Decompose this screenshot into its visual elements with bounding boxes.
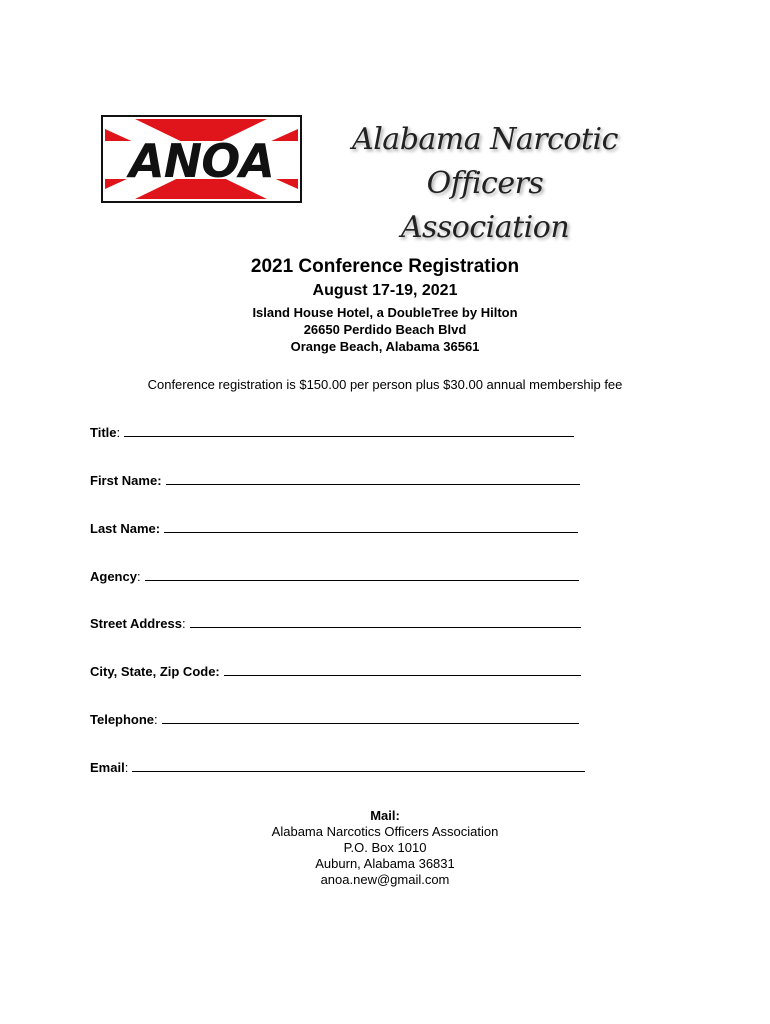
telephone-field: Telephone:	[90, 712, 579, 727]
street-address-label: Street Address	[90, 616, 182, 631]
venue-street: 26650 Perdido Beach Blvd	[303, 322, 467, 337]
street-address-field: Street Address:	[90, 616, 581, 631]
first-name-label: First Name:	[90, 473, 162, 488]
city-state-zip-field	[90, 664, 581, 679]
agency-label: Agency	[90, 569, 137, 584]
mail-po-box: P.O. Box 1010	[343, 840, 427, 855]
telephone-input-line[interactable]	[162, 713, 579, 724]
last-name-field	[90, 521, 578, 536]
fee-notice: Conference registration is $150.00 per person plus $30.00 annual membership fee	[147, 377, 623, 392]
first-name-field	[90, 473, 580, 488]
agency-input-line[interactable]	[145, 570, 579, 581]
city-state-zip-label: City, State, Zip Code:	[90, 664, 220, 679]
city-state-zip-input-line[interactable]	[224, 665, 581, 676]
mail-city: Auburn, Alabama 36831	[315, 856, 455, 871]
last-name-input-line[interactable]	[164, 522, 578, 533]
telephone-label: Telephone	[90, 712, 155, 727]
title-input-line[interactable]	[124, 426, 574, 437]
email-label: Email	[90, 760, 125, 775]
venue-city: Orange Beach, Alabama 36561	[290, 339, 480, 354]
page-title: 2021 Conference Registration	[250, 256, 520, 277]
email-field: Email:	[90, 760, 585, 775]
last-name-label: Last Name:	[90, 521, 161, 536]
event-venue	[0, 304, 770, 355]
mail-heading: Mail:	[370, 808, 400, 823]
org-name-line-2: Association	[400, 210, 570, 245]
title-field: Title:	[90, 425, 574, 440]
street-address-input-line[interactable]	[190, 617, 581, 628]
logo-wordmark: ANOA	[129, 134, 274, 188]
agency-field: Agency:	[90, 569, 579, 584]
event-dates: August 17-19, 2021	[312, 282, 458, 299]
mail-email: anoa.new@gmail.com	[320, 872, 450, 887]
anoa-logo	[101, 115, 302, 203]
org-name-line-1: Alabama Narcotic Officers	[352, 122, 618, 201]
title-field-label: Title	[90, 425, 117, 440]
venue-name: Island House Hotel, a DoubleTree by Hilton	[252, 305, 518, 320]
email-input-line[interactable]	[132, 761, 585, 772]
mailing-address	[0, 808, 770, 888]
organization-name	[300, 118, 670, 250]
first-name-input-line[interactable]	[166, 474, 580, 485]
mail-org-name: Alabama Narcotics Officers Association	[271, 824, 499, 839]
